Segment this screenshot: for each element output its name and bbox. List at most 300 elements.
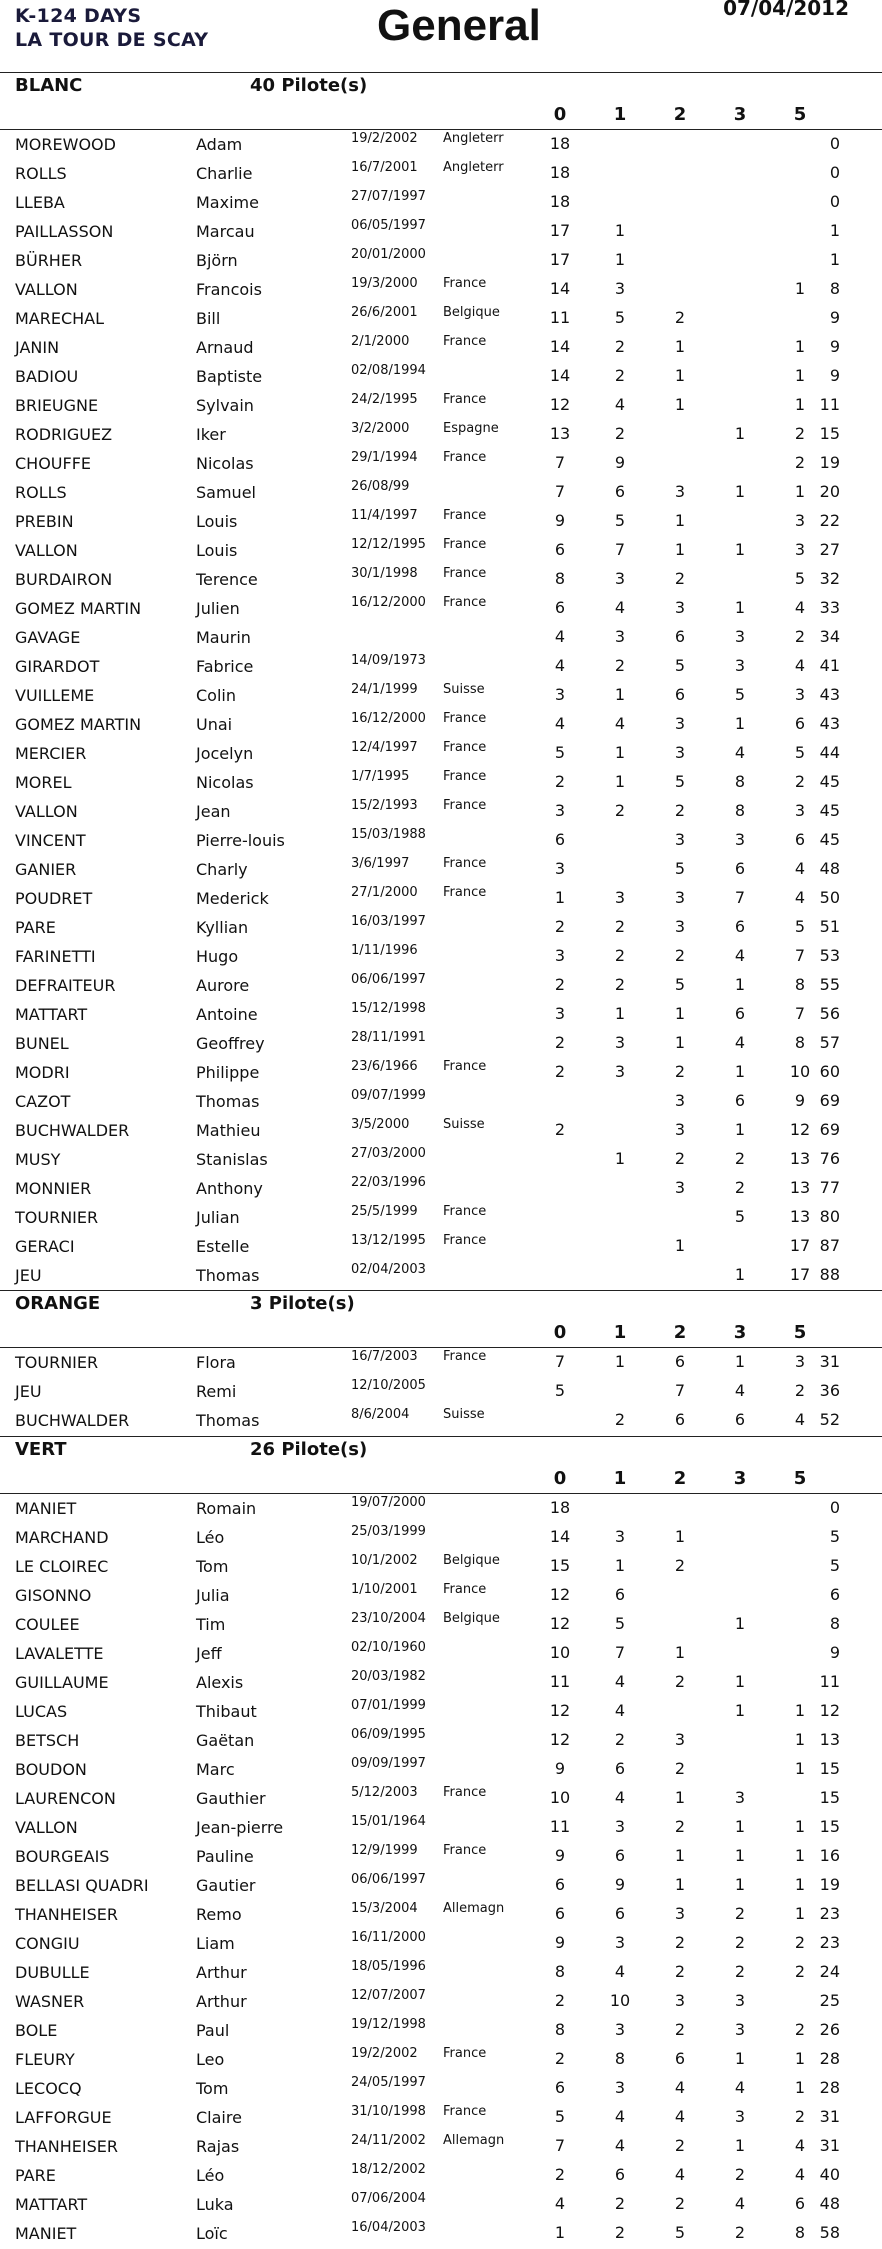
score-cell: 18: [549, 192, 571, 211]
first-name: Remi: [196, 1382, 237, 1401]
last-name: MANIET: [15, 1499, 77, 1518]
score-cell: 2: [554, 975, 566, 994]
score-cell: 2: [674, 1149, 686, 1168]
last-name: THANHEISER: [15, 1905, 118, 1924]
score-cell: 1: [614, 1004, 626, 1023]
score-cell: 7: [674, 1381, 686, 1400]
score-cell: 4: [734, 2194, 746, 2213]
last-name: TOURNIER: [15, 1353, 99, 1372]
birth-date: 19/2/2002: [351, 131, 418, 146]
score-cell: 17: [549, 250, 571, 269]
total-cell: 15: [819, 424, 840, 443]
total-cell: 1: [829, 250, 840, 269]
first-name: Jean-pierre: [196, 1818, 284, 1837]
score-cell: 2: [674, 1672, 686, 1691]
birth-date: 29/1/1994: [351, 450, 418, 465]
score-cell: 6: [794, 714, 806, 733]
column-header: 3: [733, 104, 747, 125]
birth-date: 1/11/1996: [351, 943, 418, 958]
score-cell: 7: [614, 540, 626, 559]
birth-date: 19/3/2000: [351, 276, 418, 291]
score-cell: 5: [794, 743, 806, 762]
total-cell: 33: [819, 598, 840, 617]
last-name: BÜRHER: [15, 251, 83, 270]
last-name: MODRI: [15, 1063, 70, 1082]
birth-date: 06/06/1997: [351, 972, 426, 987]
score-cell: 3: [614, 279, 626, 298]
first-name: Remo: [196, 1905, 242, 1924]
first-name: Björn: [196, 251, 238, 270]
table-row: [0, 392, 882, 421]
total-cell: 53: [819, 946, 840, 965]
score-cell: 8: [734, 801, 746, 820]
birth-date: 22/03/1996: [351, 1175, 426, 1190]
score-cell: 1: [734, 714, 746, 733]
score-cell: 1: [794, 366, 806, 385]
last-name: GANIER: [15, 860, 77, 879]
score-cell: 4: [794, 2136, 806, 2155]
table-row: [0, 1756, 882, 1785]
score-cell: 6: [734, 1004, 746, 1023]
birth-date: 20/03/1982: [351, 1669, 426, 1684]
total-cell: 31: [819, 1352, 840, 1371]
total-cell: 9: [829, 1643, 840, 1662]
score-cell: 1: [614, 685, 626, 704]
score-cell: 2: [674, 2194, 686, 2213]
total-cell: 11: [819, 395, 840, 414]
first-name: Mederick: [196, 889, 269, 908]
score-cell: 4: [734, 946, 746, 965]
score-cell: 12: [549, 1614, 571, 1633]
table-row: [0, 479, 882, 508]
last-name: PAILLASSON: [15, 222, 114, 241]
score-cell: 3: [674, 830, 686, 849]
group-name: ORANGE: [15, 1293, 101, 1314]
score-cell: 1: [734, 1120, 746, 1139]
table-row: [0, 711, 882, 740]
score-cell: 3: [614, 2078, 626, 2097]
score-cell: 13: [789, 1207, 811, 1226]
birth-date: 28/11/1991: [351, 1030, 426, 1045]
birth-date: 16/12/2000: [351, 595, 426, 610]
table-row: [0, 1088, 882, 1117]
event-line-2: LA TOUR DE SCAY: [15, 29, 209, 51]
score-cell: 1: [614, 221, 626, 240]
first-name: Pierre-louis: [196, 831, 285, 850]
score-cell: 6: [734, 1410, 746, 1429]
birth-date: 11/4/1997: [351, 508, 418, 523]
birth-date: 30/1/1998: [351, 566, 418, 581]
total-cell: 25: [819, 1991, 840, 2010]
score-cell: 3: [674, 1091, 686, 1110]
divider: [0, 1290, 882, 1291]
score-cell: 1: [614, 250, 626, 269]
score-cell: 4: [794, 888, 806, 907]
table-row: [0, 189, 882, 218]
score-cell: 1: [674, 1033, 686, 1052]
table-row: [0, 2133, 882, 2162]
score-cell: 1: [734, 1672, 746, 1691]
score-cell: 3: [554, 946, 566, 965]
score-cell: 7: [554, 453, 566, 472]
last-name: LECOCQ: [15, 2079, 82, 2098]
first-name: Marcau: [196, 222, 255, 241]
score-cell: 2: [674, 801, 686, 820]
first-name: Sylvain: [196, 396, 254, 415]
first-name: Thomas: [196, 1266, 260, 1285]
column-header: 2: [673, 104, 687, 125]
score-cell: 5: [614, 1614, 626, 1633]
divider: [0, 72, 882, 73]
total-cell: 0: [829, 1498, 840, 1517]
first-name: Colin: [196, 686, 236, 705]
table-row: [0, 1901, 882, 1930]
score-cell: 3: [674, 482, 686, 501]
table-row: [0, 1814, 882, 1843]
column-header: 3: [733, 1468, 747, 1489]
column-header: 0: [553, 104, 567, 125]
score-cell: 2: [614, 917, 626, 936]
total-cell: 19: [819, 453, 840, 472]
table-row: [0, 1349, 882, 1378]
total-cell: 9: [829, 337, 840, 356]
score-cell: 14: [549, 1527, 571, 1546]
score-cell: 6: [794, 2194, 806, 2213]
last-name: BRIEUGNE: [15, 396, 99, 415]
first-name: Bill: [196, 309, 221, 328]
score-cell: 4: [794, 1410, 806, 1429]
total-cell: 87: [819, 1236, 840, 1255]
score-cell: 1: [794, 1875, 806, 1894]
table-row: [0, 1407, 882, 1436]
total-cell: 45: [819, 772, 840, 791]
total-cell: 41: [819, 656, 840, 675]
score-cell: 5: [674, 975, 686, 994]
score-cell: 3: [614, 888, 626, 907]
first-name: Arnaud: [196, 338, 254, 357]
birth-date: 25/03/1999: [351, 1524, 426, 1539]
score-cell: 4: [734, 743, 746, 762]
score-cell: 2: [734, 2165, 746, 2184]
birth-date: 02/08/1994: [351, 363, 426, 378]
total-cell: 6: [829, 1585, 840, 1604]
last-name: PARE: [15, 918, 56, 937]
first-name: Unai: [196, 715, 233, 734]
last-name: GERACI: [15, 1237, 75, 1256]
score-cell: 2: [734, 1904, 746, 1923]
first-name: Antoine: [196, 1005, 258, 1024]
score-cell: 1: [674, 366, 686, 385]
score-cell: 2: [614, 975, 626, 994]
report-date: 07/04/2012: [723, 0, 849, 20]
nationality: France: [443, 885, 487, 900]
last-name: GOMEZ MARTIN: [15, 599, 142, 618]
table-row: [0, 1030, 882, 1059]
last-name: TOURNIER: [15, 1208, 99, 1227]
score-cell: 1: [614, 1556, 626, 1575]
nationality: France: [443, 566, 487, 581]
column-header: 3: [733, 1322, 747, 1343]
total-cell: 32: [819, 569, 840, 588]
total-cell: 45: [819, 801, 840, 820]
last-name: MANIET: [15, 2224, 77, 2243]
score-cell: 4: [674, 2107, 686, 2126]
score-cell: 3: [674, 888, 686, 907]
birth-date: 12/9/1999: [351, 1843, 418, 1858]
birth-date: 19/07/2000: [351, 1495, 426, 1510]
score-cell: 4: [674, 2165, 686, 2184]
score-cell: 12: [549, 1701, 571, 1720]
total-cell: 0: [829, 163, 840, 182]
score-cell: 5: [674, 2223, 686, 2242]
table-row: [0, 1175, 882, 1204]
score-cell: 2: [794, 2107, 806, 2126]
first-name: Leo: [196, 2050, 225, 2069]
first-name: Maxime: [196, 193, 259, 212]
first-name: Iker: [196, 425, 226, 444]
score-cell: 5: [794, 917, 806, 936]
first-name: Léo: [196, 2166, 225, 2185]
score-cell: 6: [614, 482, 626, 501]
score-cell: 4: [794, 656, 806, 675]
score-cell: 2: [614, 656, 626, 675]
score-cell: 2: [794, 453, 806, 472]
score-cell: 1: [734, 1352, 746, 1371]
score-cell: 5: [554, 1381, 566, 1400]
last-name: BURDAIRON: [15, 570, 113, 589]
score-cell: 1: [794, 1759, 806, 1778]
score-cell: 14: [549, 279, 571, 298]
score-cell: 1: [794, 337, 806, 356]
first-name: Paul: [196, 2021, 230, 2040]
score-cell: 6: [674, 627, 686, 646]
table-row: [0, 972, 882, 1001]
nationality: Allemagn: [443, 2133, 505, 2148]
score-cell: 3: [734, 656, 746, 675]
score-cell: 3: [614, 569, 626, 588]
first-name: Tom: [196, 1557, 229, 1576]
birth-date: 16/04/2003: [351, 2220, 426, 2235]
score-cell: 2: [794, 627, 806, 646]
birth-date: 06/06/1997: [351, 1872, 426, 1887]
score-cell: 7: [554, 482, 566, 501]
birth-date: 13/12/1995: [351, 1233, 426, 1248]
total-cell: 69: [819, 1091, 840, 1110]
page-title: General: [377, 1, 541, 50]
score-cell: 1: [614, 1149, 626, 1168]
birth-date: 12/12/1995: [351, 537, 426, 552]
score-cell: 2: [794, 424, 806, 443]
score-cell: 2: [614, 801, 626, 820]
column-header: 5: [793, 1468, 807, 1489]
nationality: France: [443, 1582, 487, 1597]
score-cell: 1: [734, 975, 746, 994]
score-cell: 6: [674, 2049, 686, 2068]
score-cell: 10: [549, 1643, 571, 1662]
score-cell: 2: [554, 1120, 566, 1139]
first-name: Estelle: [196, 1237, 250, 1256]
first-name: Jean: [196, 802, 231, 821]
total-cell: 50: [819, 888, 840, 907]
birth-date: 24/11/2002: [351, 2133, 426, 2148]
score-cell: 2: [794, 1933, 806, 1952]
score-cell: 1: [554, 2223, 566, 2242]
birth-date: 24/05/1997: [351, 2075, 426, 2090]
total-cell: 8: [829, 1614, 840, 1633]
table-row: [0, 769, 882, 798]
score-cell: 11: [549, 308, 571, 327]
score-cell: 13: [549, 424, 571, 443]
birth-date: 16/7/2003: [351, 1349, 418, 1364]
score-cell: 1: [794, 1846, 806, 1865]
birth-date: 16/11/2000: [351, 1930, 426, 1945]
first-name: Tom: [196, 2079, 229, 2098]
total-cell: 0: [829, 192, 840, 211]
nationality: France: [443, 334, 487, 349]
score-cell: 12: [549, 395, 571, 414]
score-cell: 1: [734, 1614, 746, 1633]
score-cell: 3: [554, 1004, 566, 1023]
last-name: VALLON: [15, 1818, 78, 1837]
score-cell: 2: [614, 424, 626, 443]
score-cell: 6: [614, 1846, 626, 1865]
score-cell: 3: [554, 801, 566, 820]
score-cell: 1: [614, 772, 626, 791]
score-cell: 6: [674, 1352, 686, 1371]
first-name: Jocelyn: [196, 744, 254, 763]
score-cell: 2: [734, 1962, 746, 1981]
table-row: [0, 1872, 882, 1901]
last-name: COULEE: [15, 1615, 80, 1634]
total-cell: 23: [819, 1904, 840, 1923]
first-name: Arthur: [196, 1992, 247, 2011]
birth-date: 07/01/1999: [351, 1698, 426, 1713]
total-cell: 12: [819, 1701, 840, 1720]
first-name: Luka: [196, 2195, 234, 2214]
score-cell: 3: [614, 2020, 626, 2039]
nationality: Belgique: [443, 1553, 500, 1568]
score-cell: 1: [794, 2078, 806, 2097]
score-cell: 5: [734, 685, 746, 704]
total-cell: 43: [819, 714, 840, 733]
last-name: VINCENT: [15, 831, 86, 850]
table-row: [0, 537, 882, 566]
birth-date: 02/10/1960: [351, 1640, 426, 1655]
table-row: [0, 508, 882, 537]
score-cell: 1: [794, 482, 806, 501]
score-cell: 1: [734, 1846, 746, 1865]
score-cell: 2: [674, 1817, 686, 1836]
score-cell: 2: [794, 772, 806, 791]
score-cell: 12: [549, 1730, 571, 1749]
table-row: [0, 1785, 882, 1814]
score-cell: 3: [674, 1730, 686, 1749]
first-name: Aurore: [196, 976, 250, 995]
birth-date: 8/6/2004: [351, 1407, 410, 1422]
column-header: 0: [553, 1322, 567, 1343]
nationality: France: [443, 450, 487, 465]
last-name: BUCHWALDER: [15, 1411, 130, 1430]
score-cell: 1: [674, 1788, 686, 1807]
score-cell: 1: [734, 1265, 746, 1284]
first-name: Jeff: [196, 1644, 222, 1663]
score-cell: 6: [614, 2165, 626, 2184]
score-cell: 5: [674, 656, 686, 675]
total-cell: 44: [819, 743, 840, 762]
last-name: MOREWOOD: [15, 135, 116, 154]
total-cell: 52: [819, 1410, 840, 1429]
score-cell: 3: [674, 1991, 686, 2010]
first-name: Arthur: [196, 1963, 247, 1982]
first-name: Liam: [196, 1934, 235, 1953]
score-cell: 2: [554, 1991, 566, 2010]
first-name: Marc: [196, 1760, 235, 1779]
last-name: BADIOU: [15, 367, 79, 386]
score-cell: 2: [554, 2165, 566, 2184]
nationality: France: [443, 1785, 487, 1800]
score-cell: 6: [794, 830, 806, 849]
table-row: [0, 2191, 882, 2220]
column-header: 5: [793, 1322, 807, 1343]
score-cell: 3: [674, 743, 686, 762]
score-cell: 1: [674, 1004, 686, 1023]
total-cell: 28: [819, 2078, 840, 2097]
score-cell: 17: [549, 221, 571, 240]
score-cell: 3: [614, 1062, 626, 1081]
table-row: [0, 1233, 882, 1262]
score-cell: 4: [614, 1672, 626, 1691]
table-row: [0, 1930, 882, 1959]
nationality: France: [443, 508, 487, 523]
score-cell: 4: [614, 1962, 626, 1981]
score-cell: 8: [614, 2049, 626, 2068]
score-cell: 2: [554, 917, 566, 936]
birth-date: 16/7/2001: [351, 160, 418, 175]
score-cell: 1: [674, 395, 686, 414]
score-cell: 7: [554, 2136, 566, 2155]
first-name: Adam: [196, 135, 243, 154]
score-cell: 3: [794, 511, 806, 530]
first-name: Julia: [196, 1586, 230, 1605]
birth-date: 06/05/1997: [351, 218, 426, 233]
birth-date: 1/10/2001: [351, 1582, 418, 1597]
table-row: [0, 653, 882, 682]
nationality: France: [443, 595, 487, 610]
score-cell: 6: [674, 685, 686, 704]
divider: [0, 129, 882, 130]
score-cell: 2: [554, 1033, 566, 1052]
score-cell: 2: [734, 1933, 746, 1952]
score-cell: 1: [734, 598, 746, 617]
column-header: 0: [553, 1468, 567, 1489]
score-cell: 5: [554, 743, 566, 762]
last-name: FLEURY: [15, 2050, 75, 2069]
first-name: Geoffrey: [196, 1034, 265, 1053]
table-row: [0, 2220, 882, 2249]
nationality: France: [443, 392, 487, 407]
first-name: Stanislas: [196, 1150, 268, 1169]
last-name: FARINETTI: [15, 947, 96, 966]
score-cell: 14: [549, 366, 571, 385]
score-cell: 7: [794, 946, 806, 965]
table-row: [0, 798, 882, 827]
nationality: France: [443, 856, 487, 871]
score-cell: 10: [609, 1991, 631, 2010]
total-cell: 15: [819, 1759, 840, 1778]
nationality: France: [443, 769, 487, 784]
score-cell: 1: [674, 540, 686, 559]
pilot-count: 40 Pilote(s): [250, 75, 368, 96]
